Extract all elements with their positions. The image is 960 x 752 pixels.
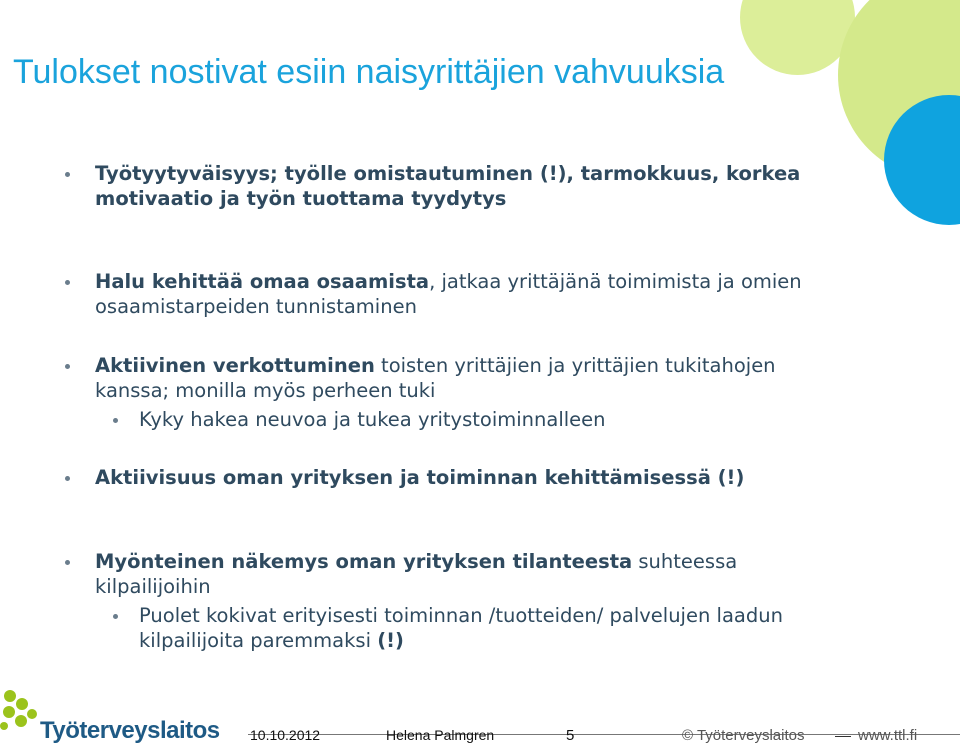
bullet-4-bold: Aktiivisuus oman yrityksen ja toiminnan kehittämisessä (!) — [95, 466, 745, 489]
bullet-dot — [65, 364, 70, 369]
footer-dash — [835, 736, 851, 737]
bullet-5-normal: suhteessa kilpailijoihin — [95, 550, 738, 598]
sub-bullet-2-normal: Puolet kokivat erityisesti toiminnan /tuotteiden/ palvelujen laadun kilpailijoita paremmaksi — [139, 604, 783, 652]
sub-bullet-item-2 — [139, 604, 819, 653]
bullet-3-bold: Aktiivinen verkottuminen — [95, 354, 375, 377]
logo — [0, 690, 220, 748]
bullet-dot — [113, 418, 118, 423]
bullet-item-5 — [95, 550, 815, 599]
sub-bullet-2-bold: (!) — [377, 628, 404, 652]
slide-title: Tulokset nostivat esiin naisyrittäjien vahvuuksia — [13, 53, 725, 91]
bullet-dot — [65, 280, 70, 285]
bullet-dot — [65, 172, 70, 177]
logo-wordmark: Työterveyslaitos — [40, 717, 220, 744]
bullet-item-3 — [95, 354, 815, 403]
footer-author: Helena Palmgren — [386, 727, 495, 743]
bullet-2-normal: , jatkaa yrittäjänä toimimista ja omien osaamistarpeiden tunnistaminen — [95, 270, 802, 318]
footer-divider — [248, 734, 960, 735]
footer-copyright: © Työterveyslaitos — [682, 727, 805, 744]
bullet-2-bold: Halu kehittää omaa osaamista — [95, 270, 430, 293]
bullet-item-1 — [95, 162, 815, 211]
bullet-1-bold: Työtyytyväisyys; työlle omistautuminen (!), tarmokkuus, korkea motivaatio ja työn tuottama tyydytys — [95, 162, 801, 210]
bullet-item-4 — [95, 466, 815, 491]
footer-page-number: 5 — [566, 727, 575, 744]
bullet-dot — [113, 614, 118, 619]
bullet-3-normal: toisten yrittäjien ja yrittäjien tukitahojen kanssa; monilla myös perheen tuki — [95, 354, 776, 402]
footer-url: www.ttl.fi — [858, 727, 918, 744]
bullet-dot — [65, 560, 70, 565]
bullet-5-bold: Myönteinen näkemys oman yrityksen tilanteesta — [95, 550, 633, 573]
sub-bullet-item-1 — [139, 408, 819, 433]
bullet-dot — [65, 476, 70, 481]
footer-date: 10.10.2012 — [250, 727, 321, 743]
bullet-item-2 — [95, 270, 815, 319]
sub-bullet-1-text: Kyky hakea neuvoa ja tukea yritystoiminnalleen — [139, 408, 606, 431]
